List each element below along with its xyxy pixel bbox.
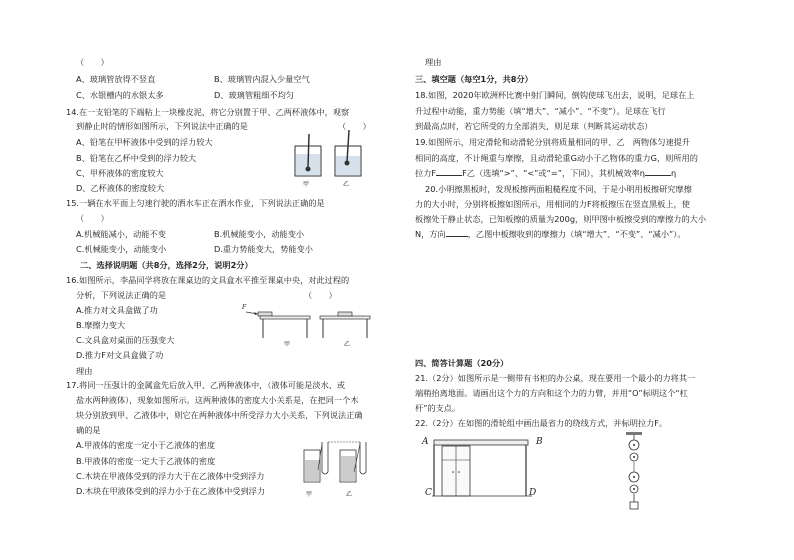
left-column	[66, 0, 396, 560]
q19-eta-end: η	[670, 168, 677, 178]
q17-option-b: B.甲液体的密度一定大于乙液体的密度	[76, 456, 216, 466]
q22-line1: 22.（2分）在如图的滑轮组中画出最省力的绕线方式，并标明拉力F。	[415, 418, 668, 428]
q13-option-a: A、玻璃管放得不竖直	[76, 74, 156, 84]
q14-label-left: 甲	[303, 181, 310, 188]
q16-option-d: D.推力F对文具盒做了功	[76, 350, 164, 360]
q17-stem-line3: 块分别放到甲、乙液体中，则它在两种液体中所受浮力大小关系，下列说法正确	[76, 410, 363, 420]
q13-option-b: B、玻璃管内混入少量空气	[214, 74, 310, 84]
q13-option-c: C、水银槽内的水银太多	[76, 90, 164, 100]
q17-pressure-gauge-figure	[298, 432, 378, 488]
q14-option-a: A、铅笔在甲杯液体中受到的浮力较大	[76, 137, 213, 147]
q19-line3	[415, 168, 676, 178]
q19-blank-2[interactable]	[645, 175, 671, 176]
q20-line2: 力的大小时，分别将板擦如图所示，用相同的力F将板擦压在竖直黑板上，使	[415, 199, 690, 209]
q21-label-d: D	[529, 488, 537, 498]
q19-line2: 相同的高度，不计绳重与摩擦，且动滑轮重G动小于乙物体的重力G，则所用的	[415, 153, 698, 163]
q18-line1: 18.如图，2020年欧洲杯比赛中射门瞬间，倒钩使球飞出去，说明，足球在上	[415, 90, 695, 100]
q16-stem-line2: 分析，下列说法正确的是	[76, 290, 167, 300]
q17-stem-line2: 盐水两种液体），现象如图所示。这两种液体的密度大小关系是，在把同一个木	[76, 395, 359, 405]
q15-stem: 15.一辆在水平面上匀速行驶的洒水车正在洒水作业，下列说法正确的是	[66, 198, 325, 208]
q14-bracket: （ ）	[338, 121, 371, 131]
q15-option-d: D.重力势能变大，势能变小	[214, 244, 313, 254]
q20-blank-direction[interactable]	[446, 236, 468, 237]
q16-option-a: A.推力对文具盒做了功	[76, 305, 158, 315]
q19-middle-text: F乙（选填“>”、“<”或“=”，下同），其机械效率η	[462, 168, 645, 178]
q13-option-d: D、玻璃管粗细不均匀	[214, 90, 294, 100]
q22-pulley-figure	[620, 432, 648, 512]
q17-option-a: A.甲液体的密度一定小于乙液体的密度	[76, 440, 216, 450]
q20-line1: 20.小明擦黑板时，发现板擦两面粗糙程度不同，于是小明用板擦研究摩擦	[425, 184, 692, 194]
q15-option-a: A.机械能减小，动能不变	[76, 229, 166, 239]
q14-label-right: 乙	[343, 181, 350, 188]
section-4-heading: 四、简答计算题（20分）	[415, 358, 509, 368]
q17-option-d: D.木块在甲液体受到的浮力小于在乙液体中受到浮力	[76, 486, 266, 496]
q16-desks-figure	[242, 304, 372, 344]
q14-option-d: D、乙杯液体的密度较大	[76, 183, 165, 193]
q17-reason: 理由	[425, 57, 442, 67]
q20-ending: ，乙图中板擦收到的摩擦力（填“增大”、“不变”、“减小”）。	[467, 229, 686, 239]
q16-option-b: B.摩擦力变大	[76, 320, 126, 330]
q16-option-c: C.文具盒对桌面的压强变大	[76, 335, 175, 345]
q16-label-right: 乙	[344, 341, 351, 348]
q21-line2: 端稍抬离地面。请画出这个力的方向和这个力的力臂，并用“O”标明这个“杠	[415, 388, 688, 398]
q18-line3: 到最高点时，若它所受的力全部消失，则足球（判断其运动状态）	[415, 121, 653, 131]
q14-stem-line1: 14.在一支铅笔的下端粘上一块橡皮泥，将它分别置于甲、乙两杯液体中，观察	[66, 107, 350, 117]
q20-line3: 板擦处于静止状态，已知板擦的质量为200g，则甲图中板擦受到的摩擦力的大小	[415, 214, 707, 224]
q17-stem-line1: 17.将同一压强计的金属盒先后放入甲、乙两种液体中，（液体可能是淡水、或	[66, 380, 346, 390]
q14-beakers-figure	[291, 130, 371, 180]
q15-option-b: B.机械能变小，动能变小	[214, 229, 305, 239]
q16-stem-line1: 16.如图所示，李晶同学将放在课桌边的文具盒水平推至课桌中央，对此过程的	[66, 275, 350, 285]
q21-label-a: A	[422, 437, 429, 447]
q19-line1: 19.如图所示，用定滑轮和动滑轮分别将质量相同的甲、乙 两物体匀速提升	[415, 137, 691, 147]
q14-option-c: C、甲杯液体的密度较大	[76, 168, 164, 178]
section-3-heading: 三、填空题（每空1分，共8分）	[415, 74, 533, 84]
q21-line3: 杆”的支点。	[415, 403, 461, 413]
q17-label-right: 乙	[346, 491, 353, 498]
q21-label-c: C	[425, 488, 432, 498]
q21-line1: 21.（2分）如图所示是一侧带有书柜的办公桌，现在要用一个最小的力将其一	[415, 373, 696, 383]
q16-bracket: （ ）	[304, 290, 337, 300]
q20-line4	[415, 229, 686, 239]
q20-newton-direction: N，方向	[415, 229, 446, 239]
q15-bracket: （ ）	[76, 213, 109, 223]
q15-option-c: C.机械能变小，动能变小	[76, 244, 167, 254]
q17-label-left: 甲	[306, 491, 313, 498]
q21-desk-figure	[432, 438, 532, 498]
q17-option-c: C.木块在甲液体受到的浮力大于在乙液体中受到浮力	[76, 471, 265, 481]
q14-stem-line2: 到静止时的情形如图所示，下列说法中正确的是	[76, 121, 248, 131]
section-2-heading: 二、选择说明题（共8分，选择2分，说明2分）	[80, 260, 253, 270]
q16-label-left: 甲	[284, 341, 291, 348]
q17-stem-line4: 确的是	[76, 425, 101, 435]
right-column	[415, 0, 755, 560]
q16-reason: 理由	[76, 366, 93, 376]
q19-blank-1[interactable]	[436, 175, 462, 176]
q18-line2: 升过程中动能，重力势能（填“增大”、“减小”、“不变”）。足球在飞行	[415, 106, 666, 116]
q21-label-b: B	[536, 437, 543, 447]
q19-force-label: 拉力F	[415, 168, 437, 178]
q13-bracket: （ ）	[76, 57, 109, 67]
q16-force-label: F	[242, 304, 247, 311]
q14-option-b: B、铅笔在乙杯中受到的浮力较大	[76, 153, 197, 163]
